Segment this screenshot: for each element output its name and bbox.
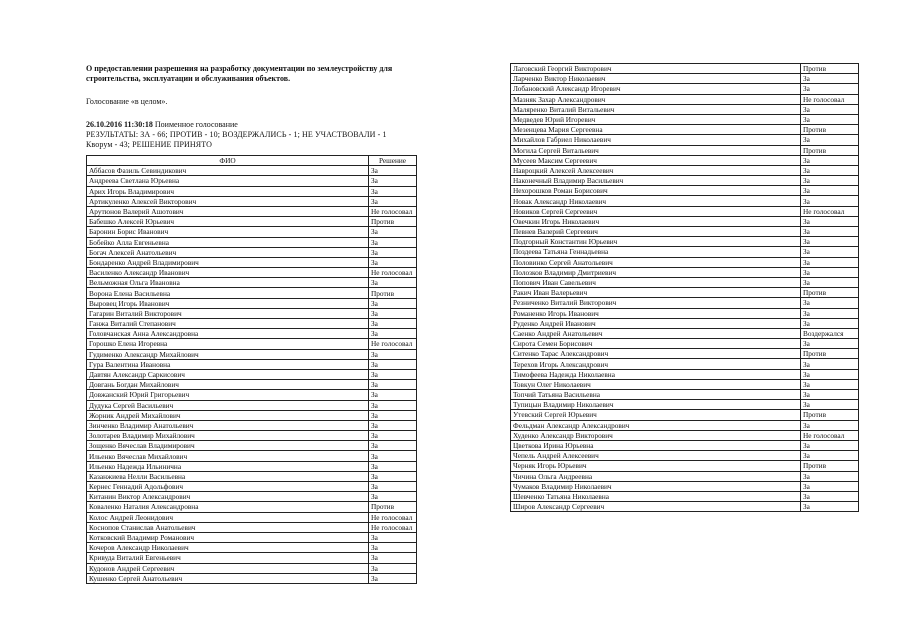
decision-cell: За [801, 277, 859, 287]
table-row [87, 257, 417, 267]
deputy-name-cell: Горошко Елена Игоревна [87, 339, 369, 349]
table-row [87, 319, 417, 329]
decision-cell: За [369, 298, 417, 308]
decision-cell: За [369, 176, 417, 186]
table-row [511, 155, 859, 165]
decision-cell: За [801, 420, 859, 430]
table-row [87, 247, 417, 257]
table-row [511, 359, 859, 369]
table-row [511, 491, 859, 501]
deputy-name-cell: Аббасов Фазиль Севиндикович [87, 166, 369, 176]
deputy-name-cell: Мезенцева Мария Сергеевна [511, 125, 801, 135]
decision-cell: Не голосовал [369, 512, 417, 522]
decision-cell: За [801, 359, 859, 369]
decision-cell: За [369, 431, 417, 441]
vote-subject: О предоставлении разрешения на разработку документации по землеустройству для строительства, эксплуатации и обслуживания объектов. [86, 64, 393, 83]
deputy-name-cell: Кудонов Андрей Сергеевич [87, 563, 369, 573]
column-header-name: ФИО [87, 156, 369, 166]
decision-cell: За [801, 135, 859, 145]
deputy-name-cell: Ворона Елена Васильевна [87, 288, 369, 298]
deputy-name-cell: Кривуда Виталий Евгеньевич [87, 553, 369, 563]
table-row [511, 145, 859, 155]
table-row [87, 329, 417, 339]
deputy-name-cell: Андреева Светлана Юрьевна [87, 176, 369, 186]
deputy-name-cell: Жорник Андрей Михайлович [87, 410, 369, 420]
decision-cell: За [369, 380, 417, 390]
vote-mode: Голосование «в целом». [86, 97, 168, 106]
table-row [511, 257, 859, 267]
vote-results: РЕЗУЛЬТАТЫ: ЗА - 66; ПРОТИВ - 10; ВОЗДЕРЖАЛИСЬ - 1; НЕ УЧАСТВОВАЛИ - 1 [86, 130, 387, 139]
decision-cell: За [369, 420, 417, 430]
deputy-name-cell: Фельдман Александр Александрович [511, 420, 801, 430]
vote-session [86, 120, 426, 130]
deputy-name-cell: Худенко Александр Викторович [511, 430, 801, 440]
decision-cell: За [801, 339, 859, 349]
table-row [87, 553, 417, 563]
table-row [511, 64, 859, 74]
decision-cell: Не голосовал [369, 268, 417, 278]
deputy-name-cell: Бобейко Алла Евгеньевна [87, 237, 369, 247]
decision-cell: За [369, 410, 417, 420]
decision-cell: За [369, 532, 417, 542]
table-row [87, 166, 417, 176]
deputy-name-cell: Кушенко Сергей Анатольевич [87, 573, 369, 583]
table-row [511, 135, 859, 145]
decision-cell: За [369, 166, 417, 176]
deputy-name-cell: Зинченко Владимир Анатольевич [87, 420, 369, 430]
table-row [511, 176, 859, 186]
table-row [511, 277, 859, 287]
deputy-name-cell: Михайлов Габриел Николаевич [511, 135, 801, 145]
table-row [511, 308, 859, 318]
deputy-name-cell: Кернес Геннадий Адольфович [87, 482, 369, 492]
decision-cell: За [369, 492, 417, 502]
decision-cell: За [801, 114, 859, 124]
decision-cell: За [801, 481, 859, 491]
table-row [87, 268, 417, 278]
table-row [511, 298, 859, 308]
decision-cell: Против [801, 145, 859, 155]
table-row [511, 196, 859, 206]
deputy-name-cell: Коваленко Наталия Александровна [87, 502, 369, 512]
table-row [87, 176, 417, 186]
table-row [511, 440, 859, 450]
decision-cell: За [369, 400, 417, 410]
decision-cell: Не голосовал [801, 430, 859, 440]
decision-cell: За [801, 308, 859, 318]
table-row [511, 84, 859, 94]
decision-cell: За [801, 155, 859, 165]
table-row [511, 471, 859, 481]
deputy-name-cell: Чепель Андрей Алексеевич [511, 451, 801, 461]
table-row [87, 410, 417, 420]
decision-cell: За [801, 186, 859, 196]
table-row [511, 339, 859, 349]
decision-cell: За [369, 563, 417, 573]
vote-table-right [510, 63, 859, 512]
deputy-name-cell: Чичина Ольга Андреевна [511, 471, 801, 481]
deputy-name-cell: Ракич Иван Валерьевич [511, 288, 801, 298]
decision-cell: За [369, 257, 417, 267]
decision-cell: За [369, 227, 417, 237]
table-row [87, 461, 417, 471]
decision-cell: За [801, 216, 859, 226]
table-row [87, 441, 417, 451]
deputy-name-cell: Гудименко Александр Михайлович [87, 349, 369, 359]
table-row [511, 186, 859, 196]
decision-cell: За [801, 471, 859, 481]
decision-cell: За [801, 318, 859, 328]
decision-cell: Против [369, 217, 417, 227]
deputy-name-cell: Бабешко Алексей Юрьевич [87, 217, 369, 227]
deputy-name-cell: Котковский Владимир Романович [87, 532, 369, 542]
table-row [87, 380, 417, 390]
decision-cell: Воздержался [801, 328, 859, 338]
deputy-name-cell: Ильенко Вячеслав Михайлович [87, 451, 369, 461]
deputy-name-cell: Довгань Богдан Михайлович [87, 380, 369, 390]
table-row [511, 502, 859, 512]
deputy-name-cell: Терехов Игорь Александрович [511, 359, 801, 369]
vote-table-left [86, 155, 417, 584]
table-row [87, 369, 417, 379]
deputy-name-cell: Поздеева Татьяна Геннадьевна [511, 247, 801, 257]
decision-cell: За [801, 104, 859, 114]
deputy-name-cell: Богач Алексей Анатольевич [87, 247, 369, 257]
deputy-name-cell: Золотарев Владимир Михайлович [87, 431, 369, 441]
table-row [511, 349, 859, 359]
deputy-name-cell: Черняк Игорь Юрьевич [511, 461, 801, 471]
decision-cell: Против [801, 349, 859, 359]
table-row [87, 532, 417, 542]
column-header-decision: Решение [369, 156, 417, 166]
decision-cell: Не голосовал [369, 339, 417, 349]
decision-cell: За [369, 349, 417, 359]
deputy-name-cell: Товкун Олег Николаевич [511, 379, 801, 389]
table-row [87, 502, 417, 512]
deputy-name-cell: Маляренко Виталий Витальевич [511, 104, 801, 114]
decision-cell: Не голосовал [801, 206, 859, 216]
table-row [511, 481, 859, 491]
decision-cell: За [801, 491, 859, 501]
decision-cell: Против [369, 288, 417, 298]
decision-cell: За [801, 237, 859, 247]
table-row [87, 471, 417, 481]
decision-cell: За [369, 471, 417, 481]
table-row [87, 400, 417, 410]
deputy-name-cell: Лобановский Александр Игоревич [511, 84, 801, 94]
deputy-name-cell: Тупицын Владимир Николаевич [511, 400, 801, 410]
decision-cell: Против [369, 502, 417, 512]
deputy-name-cell: Певнев Валерий Сергеевич [511, 227, 801, 237]
deputy-name-cell: Кочеров Александр Николаевич [87, 543, 369, 553]
decision-cell: За [369, 390, 417, 400]
table-row [511, 206, 859, 216]
deputy-name-cell: Колос Андрей Леонидович [87, 512, 369, 522]
table-row [87, 512, 417, 522]
table-row [511, 227, 859, 237]
deputy-name-cell: Дудука Сергей Васильевич [87, 400, 369, 410]
deputy-name-cell: Сирота Семен Борисович [511, 339, 801, 349]
deputy-name-cell: Гагарин Виталий Викторович [87, 308, 369, 318]
decision-cell: За [369, 441, 417, 451]
decision-cell: За [801, 74, 859, 84]
deputy-name-cell: Ларченко Виктор Николаевич [511, 74, 801, 84]
table-row [87, 573, 417, 583]
table-row [511, 125, 859, 135]
table-row [87, 288, 417, 298]
table-row [511, 247, 859, 257]
table-row [511, 216, 859, 226]
table-row [511, 400, 859, 410]
decision-cell: За [801, 257, 859, 267]
table-row [511, 328, 859, 338]
decision-cell: За [369, 369, 417, 379]
decision-cell: Не голосовал [801, 94, 859, 104]
decision-cell: За [369, 308, 417, 318]
deputy-name-cell: Выровец Игорь Иванович [87, 298, 369, 308]
table-row [511, 237, 859, 247]
decision-cell: Против [801, 461, 859, 471]
table-row [87, 522, 417, 532]
decision-cell: Против [801, 288, 859, 298]
decision-cell: За [801, 247, 859, 257]
decision-cell: За [369, 329, 417, 339]
decision-cell: За [801, 379, 859, 389]
deputy-name-cell: Чумаков Владимир Николаевич [511, 481, 801, 491]
table-row [511, 461, 859, 471]
table-row [87, 196, 417, 206]
decision-cell: За [801, 84, 859, 94]
decision-cell: За [801, 400, 859, 410]
table-row [511, 104, 859, 114]
decision-cell: За [369, 186, 417, 196]
decision-cell: За [801, 267, 859, 277]
decision-cell: Против [801, 64, 859, 74]
decision-cell: Не голосовал [369, 522, 417, 532]
deputy-name-cell: Ситенко Тарас Александрович [511, 349, 801, 359]
decision-cell: За [369, 319, 417, 329]
decision-cell: Против [801, 410, 859, 420]
deputy-name-cell: Резниченко Виталий Викторович [511, 298, 801, 308]
table-row [87, 237, 417, 247]
deputy-name-cell: Попович Иван Савельевич [511, 277, 801, 287]
deputy-name-cell: Казанжиева Нелли Васильевна [87, 471, 369, 481]
deputy-name-cell: Подгорный Константин Юрьевич [511, 237, 801, 247]
table-row [511, 451, 859, 461]
table-row [87, 431, 417, 441]
decision-cell: За [369, 451, 417, 461]
vote-quorum: Кворум - 43; РЕШЕНИЕ ПРИНЯТО [86, 140, 213, 149]
decision-cell: За [369, 247, 417, 257]
deputy-name-cell: Половинко Сергей Анатольевич [511, 257, 801, 267]
table-row [511, 267, 859, 277]
deputy-name-cell: Арих Игорь Владимирович [87, 186, 369, 196]
deputy-name-cell: Арутюнов Валерий Ашотович [87, 206, 369, 216]
table-row [87, 543, 417, 553]
table-row [87, 227, 417, 237]
table-row [87, 420, 417, 430]
table-row [87, 298, 417, 308]
deputy-name-cell: Овечкин Игорь Николаевич [511, 216, 801, 226]
decision-cell: За [369, 196, 417, 206]
table-row [511, 318, 859, 328]
table-row [511, 410, 859, 420]
table-row [511, 288, 859, 298]
table-row [511, 430, 859, 440]
deputy-name-cell: Шиpов Александр Сергеевич [511, 502, 801, 512]
decision-cell: За [801, 176, 859, 186]
table-row [511, 420, 859, 430]
deputy-name-cell: Полозков Владимир Дмитриевич [511, 267, 801, 277]
table-row [511, 74, 859, 84]
deputy-name-cell: Давтян Александр Саркисович [87, 369, 369, 379]
deputy-name-cell: Коснопов Станислав Анатольевич [87, 522, 369, 532]
decision-cell: За [801, 165, 859, 175]
decision-cell: За [369, 461, 417, 471]
vote-datetime: 26.10.2016 11:30:18 [86, 120, 153, 129]
table-row [87, 186, 417, 196]
vote-session-type: Поименное голосование [154, 120, 238, 129]
table-row [511, 390, 859, 400]
table-row [87, 563, 417, 573]
decision-cell: За [369, 359, 417, 369]
deputy-name-cell: Медведев Юрий Игоревич [511, 114, 801, 124]
table-row [511, 114, 859, 124]
deputy-name-cell: Довжанский Юрий Григорьевич [87, 390, 369, 400]
decision-cell: За [801, 502, 859, 512]
table-row [511, 379, 859, 389]
deputy-name-cell: Руденко Андрей Иванович [511, 318, 801, 328]
deputy-name-cell: Цветкова Ирина Юрьевна [511, 440, 801, 450]
table-row [87, 339, 417, 349]
deputy-name-cell: Василенко Александр Иванович [87, 268, 369, 278]
table-row [511, 165, 859, 175]
table-row [87, 451, 417, 461]
deputy-name-cell: Ильенко Надежда Ильинична [87, 461, 369, 471]
decision-cell: За [801, 227, 859, 237]
decision-cell: За [801, 196, 859, 206]
table-row [87, 206, 417, 216]
deputy-name-cell: Мусеев Максим Сергеевич [511, 155, 801, 165]
deputy-name-cell: Мазняк Захар Александрович [511, 94, 801, 104]
decision-cell: За [369, 543, 417, 553]
decision-cell: За [801, 298, 859, 308]
decision-cell: За [369, 278, 417, 288]
decision-cell: За [801, 369, 859, 379]
deputy-name-cell: Гура Валентина Ивановна [87, 359, 369, 369]
deputy-name-cell: Утевский Сергей Юрьевич [511, 410, 801, 420]
table-row [511, 369, 859, 379]
table-row [87, 278, 417, 288]
table-row [87, 217, 417, 227]
decision-cell: За [369, 553, 417, 563]
decision-cell: Не голосовал [369, 206, 417, 216]
deputy-name-cell: Артикуленко Алексей Викторович [87, 196, 369, 206]
deputy-name-cell: Головчанская Анна Александровна [87, 329, 369, 339]
table-row [87, 349, 417, 359]
deputy-name-cell: Новак Александр Николаевич [511, 196, 801, 206]
table-row [87, 482, 417, 492]
table-row [87, 308, 417, 318]
deputy-name-cell: Тимофеева Надежда Николаевна [511, 369, 801, 379]
deputy-name-cell: Вельможная Ольга Ивановна [87, 278, 369, 288]
deputy-name-cell: Романенко Игорь Иванович [511, 308, 801, 318]
decision-cell: За [801, 451, 859, 461]
table-row [87, 390, 417, 400]
deputy-name-cell: Шевченко Татьяна Николаевна [511, 491, 801, 501]
decision-cell: За [801, 390, 859, 400]
decision-cell: За [801, 440, 859, 450]
deputy-name-cell: Наконечный Владимир Васильевич [511, 176, 801, 186]
deputy-name-cell: Топчий Татьяна Васильевна [511, 390, 801, 400]
deputy-name-cell: Китанин Виктор Александрович [87, 492, 369, 502]
deputy-name-cell: Лаговский Георгий Викторович [511, 64, 801, 74]
decision-cell: За [369, 482, 417, 492]
deputy-name-cell: Нехорошков Роман Борисович [511, 186, 801, 196]
deputy-name-cell: Новиков Сергей Сергеевич [511, 206, 801, 216]
table-row [87, 359, 417, 369]
deputy-name-cell: Зощенко Вячеслав Владимирович [87, 441, 369, 451]
table-row [511, 94, 859, 104]
deputy-name-cell: Саенко Андрей Анатольевич [511, 328, 801, 338]
vote-header [86, 64, 426, 150]
decision-cell: Против [801, 125, 859, 135]
deputy-name-cell: Бондаренко Андрей Владимирович [87, 257, 369, 267]
deputy-name-cell: Баронин Борис Иванович [87, 227, 369, 237]
table-row [87, 492, 417, 502]
decision-cell: За [369, 573, 417, 583]
table-header-row [87, 156, 417, 166]
deputy-name-cell: Навроцкий Алексей Алексеевич [511, 165, 801, 175]
decision-cell: За [369, 237, 417, 247]
deputy-name-cell: Могила Сергей Витальевич [511, 145, 801, 155]
deputy-name-cell: Ганжа Виталий Степанович [87, 319, 369, 329]
